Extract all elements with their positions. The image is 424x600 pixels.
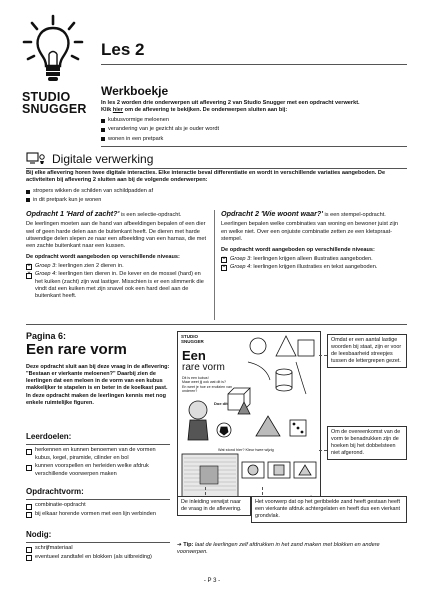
page-divider bbox=[26, 324, 407, 325]
computer-icon bbox=[26, 152, 48, 165]
werkboekje-list bbox=[101, 117, 401, 143]
list-item bbox=[26, 502, 170, 509]
worksheet-title-1: Een bbox=[182, 348, 206, 363]
worksheet-title-2: rare vorm bbox=[182, 362, 225, 373]
opdracht-1-body: De leerlingen moeten aan de hand van afbeeldingen bepalen of een dier wel of geen harde delen aan de buitenkant heeft. De dieren met harde uitwendige delen slepen ze naar een afbeelding van een harnas, die met een zachte buitenkant naar een kussen. bbox=[26, 221, 207, 250]
connector-line bbox=[262, 487, 263, 495]
werkboekje-title: Werkboekje bbox=[101, 84, 169, 98]
callout-right-2: Om de overeenkomst van de vorm te benadrukken zijn de hoeken bij het dobbelsteen niet afgerond. bbox=[327, 426, 407, 460]
pagina-intro: Deze opdracht sluit aan bij deze vraag in de aflevering: "Bestaan er vierkante meloenen?" Daarbij zien de leerlingen dat een meloen in de vorm van een kubus makkelijker te stapelen is en beter in de koelkast past. In deze opdracht maken de leerlingen kennis met nog enkele ruimtelijke figuren. bbox=[26, 364, 170, 406]
list-item-text: herkennen en kunnen benoemen van de vormen kubus, kegel, piramide, cilinder en bol bbox=[35, 447, 156, 461]
leerdoelen bbox=[26, 432, 170, 478]
leerdoelen-divider bbox=[26, 444, 170, 445]
section-divider bbox=[101, 146, 407, 147]
checkbox-icon bbox=[26, 465, 32, 471]
level-label: Groep 4 bbox=[35, 271, 56, 278]
opdracht-2-suffix: is een stempel-opdracht. bbox=[323, 212, 386, 218]
tip bbox=[177, 542, 403, 557]
connector-line bbox=[319, 355, 327, 356]
level-text: : leerlingen tien dieren in. De kever en de mossel (hard) en het kuiken (zacht) zijn wat lastiger. Misschien is er een slimmerik die vindt dat een kuiken met zijn snavel ook een hard deel aan de buitenkant heeft. bbox=[35, 271, 204, 300]
checkbox-icon bbox=[26, 504, 32, 510]
list-item-text: bij elkaar horende vormen met een lijn verbinden bbox=[35, 511, 156, 518]
level-item bbox=[26, 263, 210, 270]
digitale-title: Digitale verwerking bbox=[52, 152, 154, 166]
opdracht-1 bbox=[26, 209, 210, 300]
tip-text: laat de leerlingen zelf afdrukken in het zand maken met blokken en andere voorwerpen. bbox=[177, 542, 380, 556]
opdracht-2-levels-heading: De opdracht wordt aangeboden op verschillende niveaus: bbox=[221, 247, 375, 254]
level-item bbox=[221, 264, 405, 271]
lightbulb-icon bbox=[22, 14, 84, 86]
link-suffix: om de aflevering te bekijken. De onderwerpen sluiten aan bij: bbox=[123, 107, 288, 114]
opdracht-2-body: Leerlingen bepalen welke combinaties van woning en bewoner juist zijn en welke niet. Over een onjuiste combinatie zetten ze een kletspraat-stempel. bbox=[221, 221, 398, 242]
checkbox-icon bbox=[26, 547, 32, 553]
list-item bbox=[26, 188, 326, 195]
list-item bbox=[26, 545, 196, 552]
bullet-square bbox=[101, 119, 105, 123]
werkboekje-intro bbox=[101, 100, 411, 115]
opdracht-1-levels-heading: De opdracht wordt aangeboden op verschillende niveaus: bbox=[26, 254, 180, 261]
callout-right-1: Omdat er een aantal lastige woorden bij staat, zijn er voor de leesbaarheid streepjes tussen de lettergrepen gezet. bbox=[327, 334, 407, 368]
level-item bbox=[26, 271, 210, 300]
worksheet-speech-bubble: Dit is een kubus! Maar weet jij ook wat dit is? En weet je hoe ze eruitzien van onderen? bbox=[182, 376, 232, 394]
bullet-square bbox=[101, 137, 105, 141]
digitale-divider bbox=[26, 168, 407, 169]
list-item-text: kubusvormige meloenen bbox=[108, 117, 169, 123]
connector-line bbox=[319, 450, 327, 451]
logo-line-2: SNUGGER bbox=[22, 101, 87, 116]
checkbox-checked-icon bbox=[26, 264, 32, 270]
list-item-text: stropers wikken de schilden van schildpadden af bbox=[33, 188, 154, 194]
worksheet-thumbnail bbox=[177, 331, 321, 505]
list-item bbox=[101, 126, 401, 133]
worksheet-doe-label: Doe dit bbox=[214, 401, 228, 406]
opdrachtvorm bbox=[26, 487, 170, 518]
leerdoelen-heading: Leerdoelen: bbox=[26, 432, 72, 441]
list-item bbox=[26, 554, 196, 561]
werkboekje-intro-text: In les 2 worden drie onderwerpen uit aflevering 2 van Studio Snugger met een opdracht verwerkt. bbox=[101, 100, 360, 106]
digitale-intro: Bij elke aflevering horen twee digitale interacties. Elke interactie beval differentiatie en wordt in verschillende variaties aangeboden. De activiteiten bij aflevering 2 sluiten aan bij de volgende onderwerpen: bbox=[26, 170, 386, 184]
list-item-text: combinatie-opdracht bbox=[35, 502, 86, 509]
pagina-title: Een rare vorm bbox=[26, 341, 127, 358]
opdrachtvorm-divider bbox=[26, 499, 170, 500]
studio-snugger-logo bbox=[22, 90, 87, 116]
nodig-heading: Nodig: bbox=[26, 530, 52, 539]
nodig-divider bbox=[26, 542, 170, 543]
level-text: : leerlingen krijgen illustraties en tekst aangeboden. bbox=[250, 264, 378, 271]
opdracht-1-suffix: is een selectie-opdracht. bbox=[119, 212, 182, 218]
list-item-text: schrijfmateriaal bbox=[35, 545, 73, 552]
list-item-text: in dit pretpark kun je wonen bbox=[33, 196, 102, 203]
checkbox-checked-icon bbox=[221, 265, 227, 271]
page-footer: - P 3 - bbox=[203, 578, 221, 584]
checkbox-icon bbox=[26, 555, 32, 561]
list-item bbox=[26, 447, 170, 462]
level-label: Groep 4 bbox=[230, 264, 251, 271]
list-item-text: kunnen voorspellen en herleiden welke afdruk verschillende voorwerpen maken bbox=[35, 463, 149, 477]
list-item bbox=[101, 136, 401, 143]
connector-line bbox=[205, 487, 206, 495]
episode-link[interactable]: hier bbox=[112, 107, 124, 114]
level-label: Groep 3 bbox=[230, 255, 251, 262]
bullet-square bbox=[26, 198, 30, 202]
lesson-title: Les 2 bbox=[101, 40, 145, 59]
logo-line-1: STUDIO bbox=[22, 90, 71, 104]
list-item-text: eventueel zandtafel en blokken (als uitbreiding) bbox=[35, 554, 152, 561]
worksheet-logo: STUDIO SNUGGER bbox=[181, 334, 204, 344]
digitale-list bbox=[26, 188, 326, 204]
opdracht-1-title: Opdracht 1 'Hard of zacht?' bbox=[26, 209, 120, 218]
list-item bbox=[101, 117, 401, 124]
opdrachtvorm-heading: Opdrachtvorm: bbox=[26, 487, 84, 496]
checkbox-icon bbox=[26, 512, 32, 518]
nodig bbox=[26, 530, 196, 561]
level-text: : leerlingen krijgen alleen illustraties aangeboden. bbox=[250, 255, 373, 262]
opdracht-2 bbox=[221, 209, 405, 271]
checkbox-checked-icon bbox=[26, 273, 32, 279]
list-item-text: verandering van je gezicht als je ouder wordt bbox=[108, 126, 220, 133]
pagina-label: Pagina 6: bbox=[26, 331, 67, 341]
worksheet-bottom-text: Wat stond hier? Kleur twee wijzig bbox=[218, 448, 274, 452]
list-item bbox=[26, 511, 170, 518]
tip-label: Tip: bbox=[183, 542, 194, 548]
level-item bbox=[221, 256, 405, 263]
bullet-square bbox=[101, 128, 105, 132]
list-item bbox=[26, 197, 326, 204]
worksheet-illustration bbox=[178, 332, 320, 504]
link-prefix: Klik bbox=[101, 107, 113, 114]
list-item bbox=[26, 463, 170, 478]
callout-bottom-left: De inleiding verwijst naar de vraag in de aflevering. bbox=[177, 496, 251, 516]
tip-arrow-icon: ➔ bbox=[177, 542, 184, 548]
opdracht-2-title: Opdracht 2 'Wie woont waar?' bbox=[221, 209, 323, 218]
level-label: Groep 3 bbox=[35, 263, 56, 270]
column-divider bbox=[214, 210, 215, 320]
level-text: : leerlingen zien 2 dieren in. bbox=[55, 263, 124, 270]
bullet-square bbox=[26, 190, 30, 194]
checkbox-checked-icon bbox=[221, 257, 227, 263]
callout-bottom-right: Het voorwerp dat op het geribbelde zand heeft gestaan heeft een vierkante afdruk achtergelaten en heeft dus een vierkant grondvlak. bbox=[251, 496, 407, 523]
title-divider bbox=[101, 64, 407, 65]
checkbox-icon bbox=[26, 449, 32, 455]
list-item-text: wonen in een pretpark bbox=[108, 135, 164, 142]
